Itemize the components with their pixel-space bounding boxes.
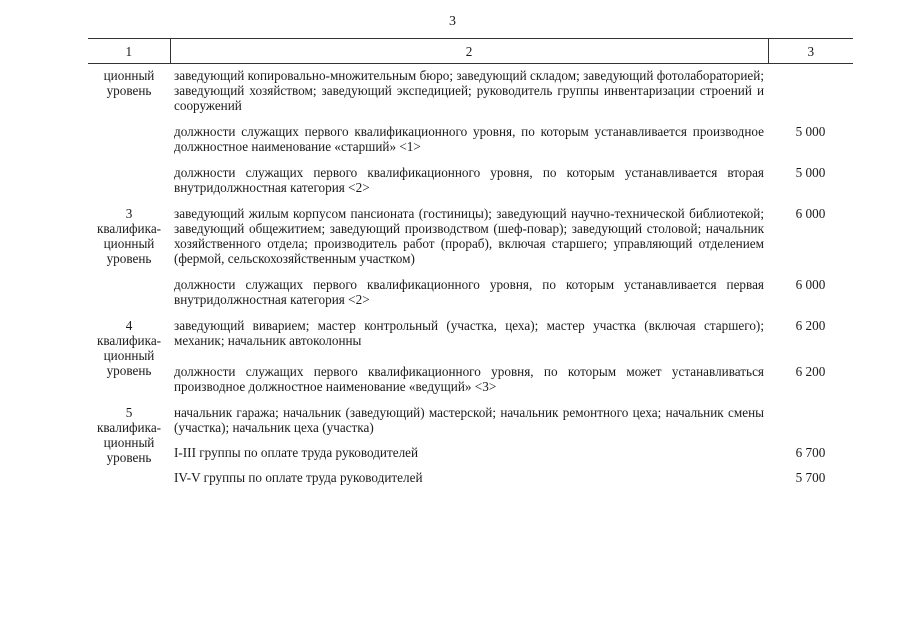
table-row [88, 394, 853, 435]
level-label-line: уровень [106, 450, 152, 465]
level-label-line: квалифика- [96, 420, 162, 435]
salary-value: 6 200 [795, 364, 826, 379]
position-description: I-III группы по оплате труда руководителей [174, 445, 419, 460]
level-cell [88, 266, 170, 307]
level-label-line: уровень [106, 251, 152, 266]
table-row [88, 113, 853, 154]
level-cell [88, 64, 170, 114]
table-row [88, 307, 853, 348]
table-row [88, 266, 853, 307]
position-description: IV-V группы по оплате труда руководителей [174, 470, 423, 485]
table-row [88, 195, 853, 266]
header-col-2: 2 [170, 39, 768, 64]
position-description: заведующий жилым корпусом пансионата (гостиницы); заведующий научно-технической библиотекой; заведующий общежитием; заведующий производством (шеф-повар); заведующий столовой; начальник хозяйственного отдела; производитель работ (прораб), включая старшего; управляющий отделением (фермой, сельскохозяйственным участком) [174, 206, 764, 266]
level-label-line: ционный [103, 236, 155, 251]
salary-value: 5 700 [795, 470, 826, 485]
salary-value: 6 000 [795, 206, 826, 221]
position-description: заведующий виварием; мастер контрольный (участка, цеха); мастер участка (включая старшего); механик; начальник автоколонны [174, 318, 764, 348]
level-label-line: 4 [125, 318, 133, 333]
position-description: должности служащих первого квалификационного уровня, по которым устанавливается вторая внутридолжностная категория <2> [174, 165, 764, 195]
level-label-line: ционный [103, 435, 155, 450]
salary-value: 5 000 [795, 165, 826, 180]
position-description: должности служащих первого квалификационного уровня, по которым устанавливается производное должностное наименование «старший» <1> [174, 124, 764, 154]
level-cell [88, 154, 170, 195]
level-label-line: ционный [103, 348, 155, 363]
level-label-line: 3 [125, 206, 133, 221]
table-row [88, 435, 853, 460]
salary-value: 6 200 [795, 318, 826, 333]
salary-value [768, 64, 853, 114]
level-cell [88, 195, 170, 266]
position-description: должности служащих первого квалификационного уровня, по которым может устанавливаться производное должностное наименование «ведущий» <3> [174, 364, 764, 394]
table-row [88, 460, 853, 485]
level-label-line: ционный [103, 68, 155, 83]
salary-value [768, 394, 853, 435]
level-cell [88, 307, 170, 394]
position-description: начальник гаража; начальник (заведующий) мастерской; начальник ремонтного цеха; начальник смены (участка); начальник цеха (участка) [174, 405, 764, 435]
level-label-line: квалифика- [96, 221, 162, 236]
salary-table-container [88, 38, 853, 485]
position-description: заведующий копировально-множительным бюро; заведующий складом; заведующий фотолабораторией; заведующий хозяйством; заведующий экспедицией; руководитель группы инвентаризации строений и сооружений [174, 68, 764, 113]
level-label-line: уровень [106, 83, 152, 98]
header-col-1: 1 [88, 39, 170, 64]
level-cell [88, 113, 170, 154]
level-label-line: 5 [125, 405, 133, 420]
header-col-3: 3 [768, 39, 853, 64]
table-header-row [88, 39, 853, 64]
level-label-line: уровень [106, 363, 152, 378]
table-row [88, 154, 853, 195]
position-description: должности служащих первого квалификационного уровня, по которым устанавливается первая внутридолжностная категория <2> [174, 277, 764, 307]
level-label-line: квалифика- [96, 333, 162, 348]
salary-value: 6 000 [795, 277, 826, 292]
salary-value: 6 700 [795, 445, 826, 460]
table-row [88, 64, 853, 114]
page-number: 3 [449, 14, 456, 29]
salary-value: 5 000 [795, 124, 826, 139]
salary-table [88, 38, 853, 485]
level-cell [88, 394, 170, 485]
table-row [88, 348, 853, 394]
